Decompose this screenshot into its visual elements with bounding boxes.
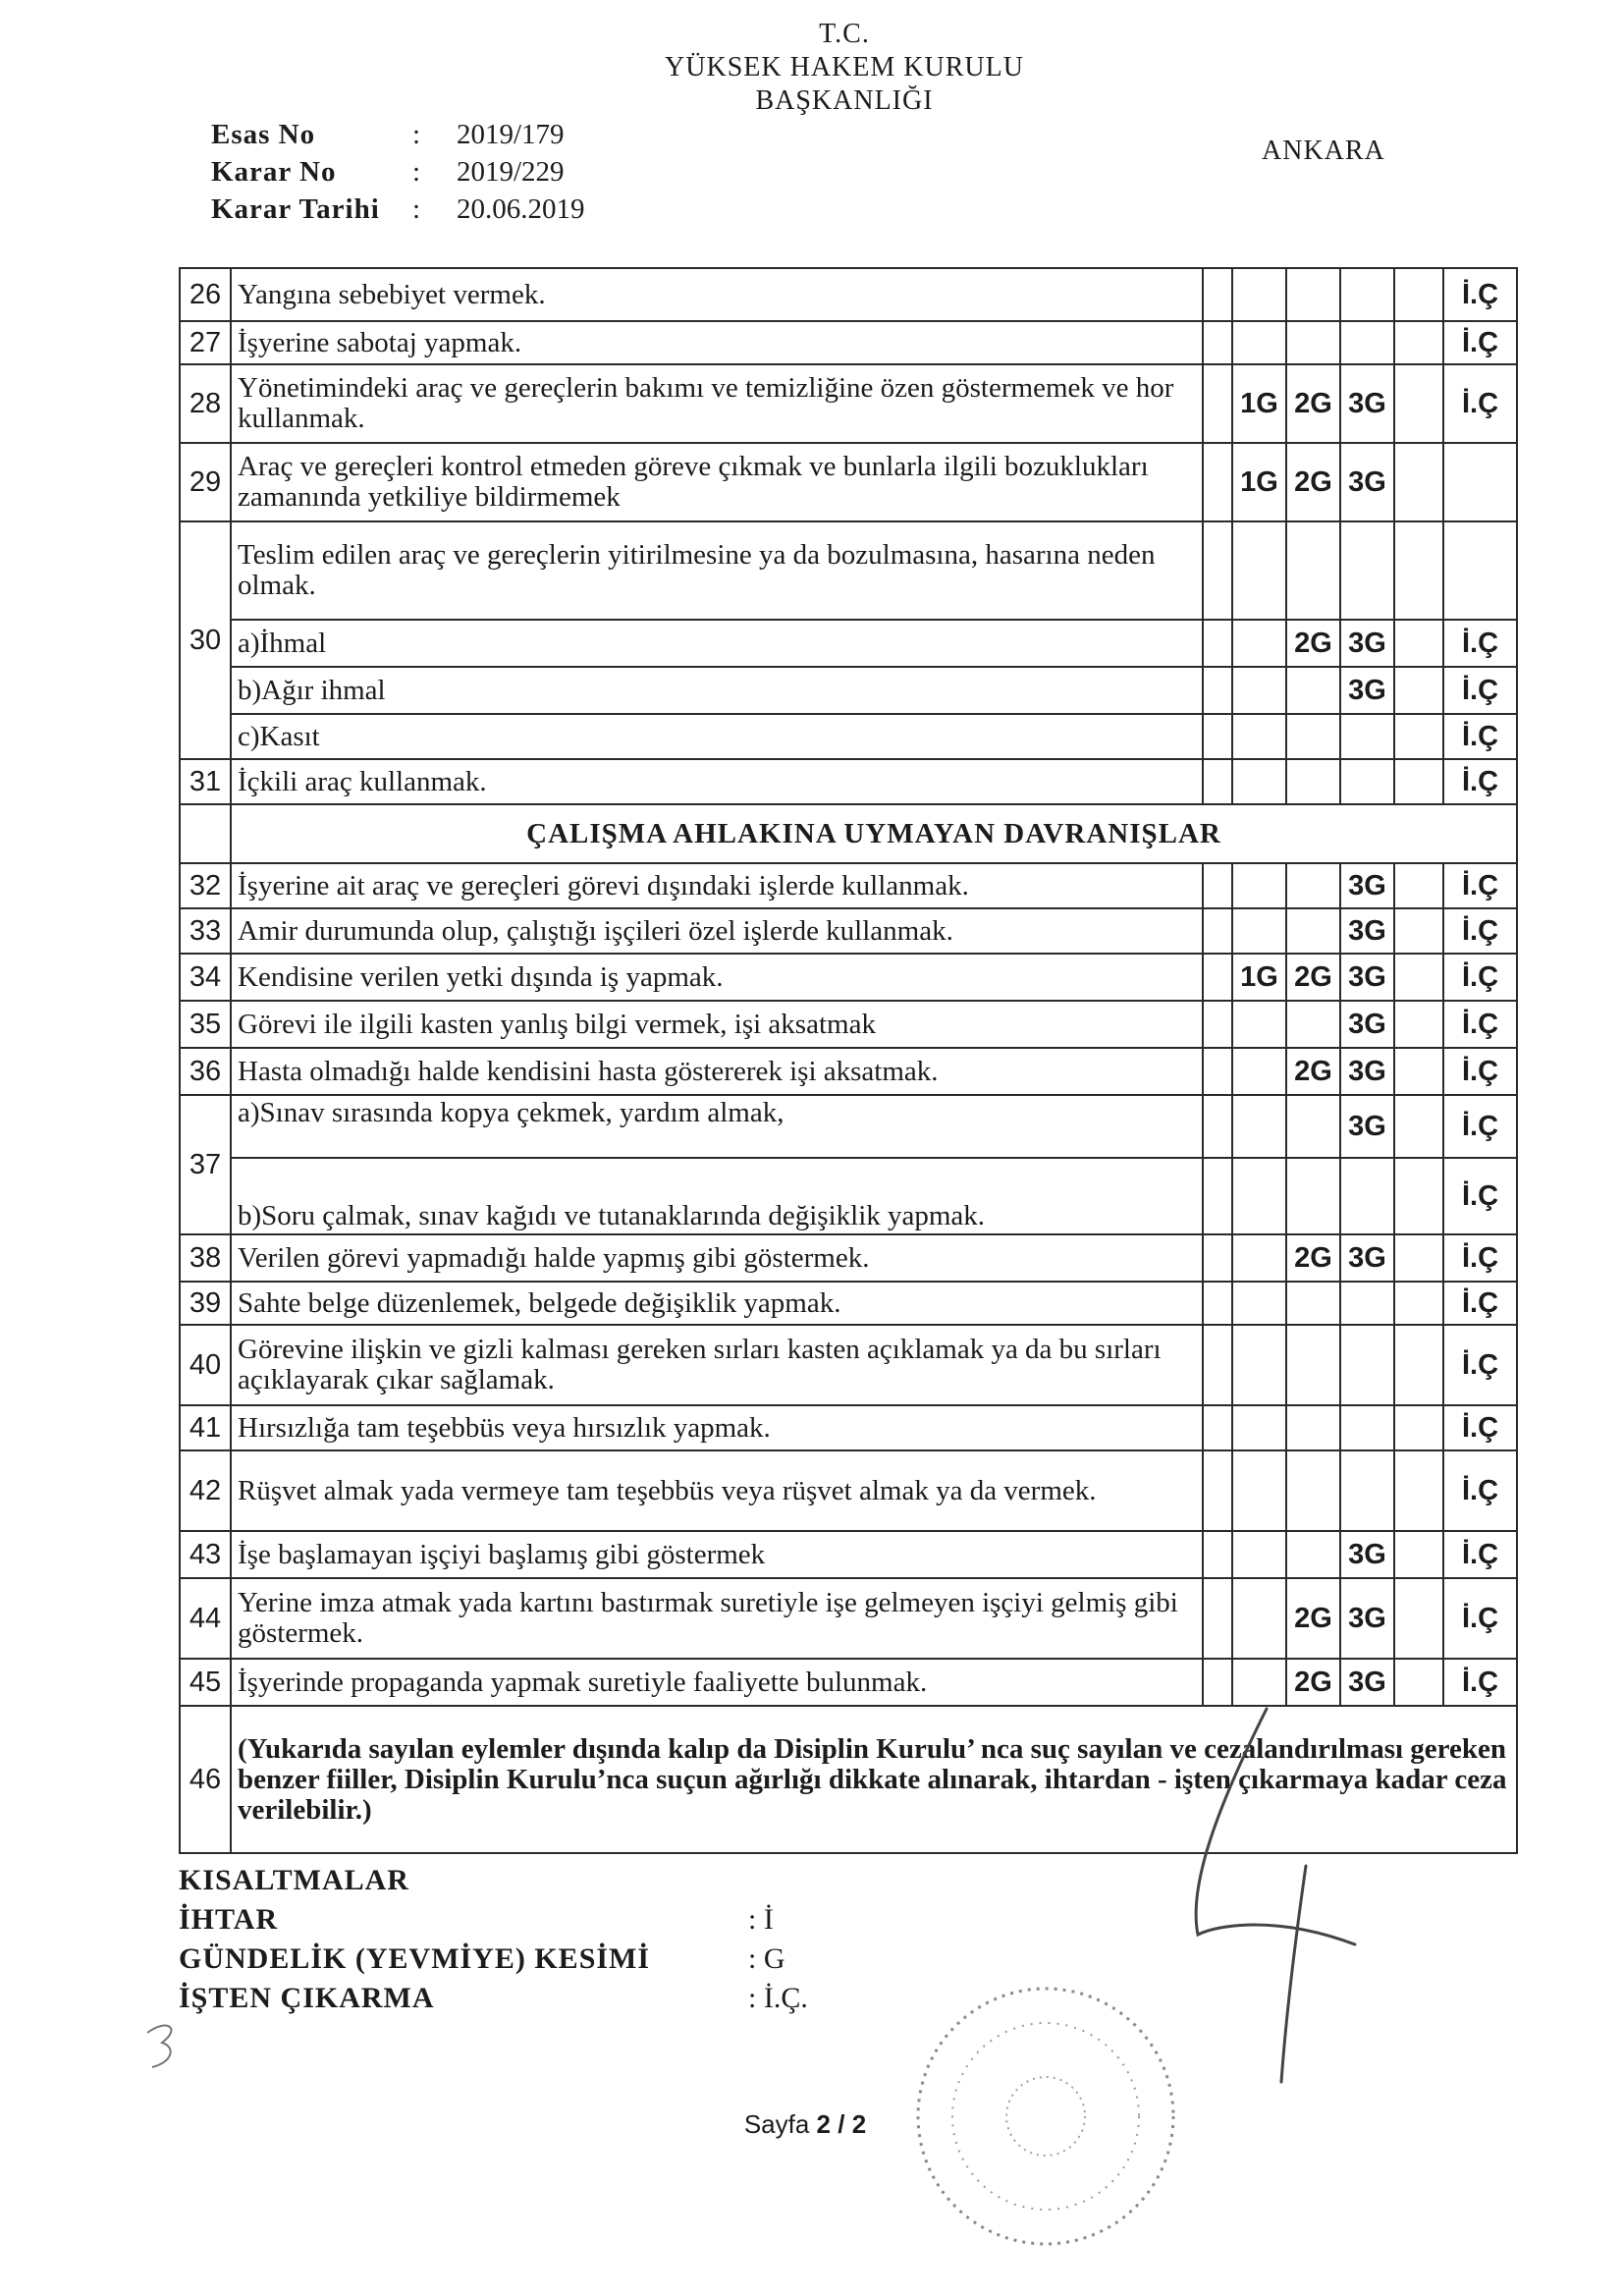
table-row [180,1001,1517,1048]
penalty-3g: 3G [1340,954,1394,1001]
dismissal-cell: İ.Ç [1443,620,1517,667]
blank-cell [1394,908,1443,954]
blank-cell [1203,1531,1232,1578]
row-number: 46 [180,1706,231,1853]
dismissal-cell: İ.Ç [1443,1659,1517,1706]
row-text: İşe başlamayan işçiyi başlamış gibi göstermek [231,1531,1203,1578]
blank-cell [1203,364,1232,443]
blank-cell [1286,714,1340,759]
page-number [687,2109,923,2140]
section-row [180,804,1517,863]
row-text: Hasta olmadığı halde kendisini hasta göstererek işi aksatmak. [231,1048,1203,1095]
table-row [180,1531,1517,1578]
dismissal-cell: İ.Ç [1443,1578,1517,1659]
row-number: 31 [180,759,231,804]
blank-cell [1394,667,1443,714]
blank-cell [1286,1282,1340,1325]
signature-icon [1159,1689,1375,2102]
row-text: Sahte belge düzenlemek, belgede değişiklik yapmak. [231,1282,1203,1325]
row-number: 38 [180,1234,231,1282]
penalty-3g: 3G [1340,1048,1394,1095]
row-number: 33 [180,908,231,954]
dismissal-cell: İ.Ç [1443,1234,1517,1282]
blank-cell [1203,863,1232,908]
blank-cell [1394,714,1443,759]
page-current: 2 [816,2109,832,2139]
dismissal-cell: İ.Ç [1443,1001,1517,1048]
dismissal-cell: İ.Ç [1443,667,1517,714]
penalty-3g: 3G [1340,863,1394,908]
abbreviation-label: GÜNDELİK (YEVMİYE) KESİMİ [179,1942,651,1975]
row-number: 29 [180,443,231,521]
blank-cell [1394,1405,1443,1450]
blank-cell [1286,1405,1340,1450]
row-text: Amir durumunda olup, çalıştığı işçileri özel işlerde kullanmak. [231,908,1203,954]
blank-cell [1394,321,1443,364]
blank-cell [1232,521,1286,620]
blank-cell [1394,1659,1443,1706]
institution-header [550,18,1139,118]
penalty-2g: 2G [1286,620,1340,667]
penalty-2g: 2G [1286,1578,1340,1659]
row-subitem: a)Sınav sırasında kopya çekmek, yardım almak, [231,1095,1203,1158]
blank-cell [1232,1158,1286,1234]
row-number: 36 [180,1048,231,1095]
penalty-3g: 3G [1340,667,1394,714]
blank-cell [1394,521,1443,620]
blank-cell [1286,908,1340,954]
section-heading: ÇALIŞMA AHLAKINA UYMAYAN DAVRANIŞLAR [231,804,1517,863]
table-row [180,954,1517,1001]
meta-value: 2019/229 [457,156,565,188]
blank-cell [1286,521,1340,620]
abbreviation-value: : İ [748,1903,774,1936]
page-sep: / [831,2109,852,2139]
blank-cell [1232,667,1286,714]
blank-cell [180,804,231,863]
penalty-1g: 1G [1232,364,1286,443]
blank-cell [1286,759,1340,804]
row-subitem: a)İhmal [231,620,1203,667]
dismissal-cell: İ.Ç [1443,714,1517,759]
penalty-2g: 2G [1286,1234,1340,1282]
dismissal-cell: İ.Ç [1443,908,1517,954]
row-number: 28 [180,364,231,443]
table-row [180,521,1517,620]
penalty-2g: 2G [1286,364,1340,443]
meta-sep: : [412,156,421,188]
row-text: Verilen görevi yapmadığı halde yapmış gibi göstermek. [231,1234,1203,1282]
table-row [180,1158,1517,1234]
row-number: 37 [180,1095,231,1234]
row-text: Rüşvet almak yada vermeye tam teşebbüs veya rüşvet almak ya da vermek. [231,1450,1203,1531]
blank-cell [1232,268,1286,321]
row-subitem: c)Kasıt [231,714,1203,759]
handwritten-mark-icon [137,2013,196,2072]
row-text: İşyerine sabotaj yapmak. [231,321,1203,364]
row-text: İçkili araç kullanmak. [231,759,1203,804]
penalty-3g: 3G [1340,620,1394,667]
row-text: Görevi ile ilgili kasten yanlış bilgi vermek, işi aksatmak [231,1001,1203,1048]
blank-cell [1232,1234,1286,1282]
blank-cell [1232,1282,1286,1325]
row-text: Araç ve gereçleri kontrol etmeden göreve çıkmak ve bunlarla ilgili bozuklukları zamanında yetkiliye bildirmemek [231,443,1203,521]
blank-cell [1203,443,1232,521]
table-row [180,1095,1517,1158]
abbreviation-values [748,1900,808,2018]
blank-cell [1286,268,1340,321]
row-text: Kendisine verilen yetki dışında iş yapmak. [231,954,1203,1001]
blank-cell [1203,714,1232,759]
blank-cell [1203,620,1232,667]
row-number: 45 [180,1659,231,1706]
dismissal-cell: İ.Ç [1443,1450,1517,1531]
meta-sep: : [412,193,421,225]
row-text: Yangına sebebiyet vermek. [231,268,1203,321]
blank-cell [1340,1282,1394,1325]
table-row [180,1325,1517,1405]
table-row [180,667,1517,714]
blank-cell [1394,1531,1443,1578]
blank-cell [1203,954,1232,1001]
row-subitem: b)Soru çalmak, sınav kağıdı ve tutanaklarında değişiklik yapmak. [231,1158,1203,1234]
blank-cell [1394,1158,1443,1234]
blank-cell [1286,667,1340,714]
row-number: 41 [180,1405,231,1450]
dismissal-cell: İ.Ç [1443,268,1517,321]
header-line-presidency: BAŞKANLIĞI [755,85,934,116]
blank-cell [1340,521,1394,620]
table-row [180,364,1517,443]
row-number: 32 [180,863,231,908]
blank-cell [1286,863,1340,908]
table-row [180,1234,1517,1282]
meta-value: 2019/179 [457,119,565,150]
blank-cell [1203,1158,1232,1234]
table-row [180,1048,1517,1095]
abbreviations-block [179,1861,650,2018]
blank-cell [1232,1325,1286,1405]
blank-cell [1232,1531,1286,1578]
blank-cell [1394,1234,1443,1282]
meta-row-tarih [211,191,585,228]
blank-cell [1394,620,1443,667]
row-number: 44 [180,1578,231,1659]
table-row [180,321,1517,364]
blank-cell [1286,1325,1340,1405]
dismissal-cell: İ.Ç [1443,1325,1517,1405]
blank-cell [1394,759,1443,804]
blank-cell [1443,521,1517,620]
blank-cell [1340,321,1394,364]
blank-cell [1203,1578,1232,1659]
blank-cell [1203,268,1232,321]
blank-cell [1203,667,1232,714]
blank-cell [1203,321,1232,364]
row-text: Teslim edilen araç ve gereçlerin yitirilmesine ya da bozulmasına, hasarına neden olmak. [231,521,1203,620]
penalty-3g: 3G [1340,443,1394,521]
dismissal-cell: İ.Ç [1443,1158,1517,1234]
penalty-3g: 3G [1340,1234,1394,1282]
dismissal-cell: İ.Ç [1443,1531,1517,1578]
dismissal-cell: İ.Ç [1443,1048,1517,1095]
row-text: Yerine imza atmak yada kartını bastırmak suretiyle işe gelmeyen işçiyi gelmiş gibi göstermek. [231,1578,1203,1659]
row-number: 34 [180,954,231,1001]
dismissal-cell: İ.Ç [1443,364,1517,443]
blank-cell [1203,759,1232,804]
blank-cell [1203,1325,1232,1405]
blank-cell [1443,443,1517,521]
table-row [180,759,1517,804]
table-row [180,863,1517,908]
blank-cell [1394,1048,1443,1095]
row-number: 40 [180,1325,231,1405]
row-number: 42 [180,1450,231,1531]
penalty-3g: 3G [1340,1578,1394,1659]
blank-cell [1394,1325,1443,1405]
table-row [180,714,1517,759]
blank-cell [1203,1001,1232,1048]
table-row [180,620,1517,667]
blank-cell [1340,1405,1394,1450]
blank-cell [1232,1450,1286,1531]
blank-cell [1232,714,1286,759]
blank-cell [1394,1095,1443,1158]
table-row [180,1282,1517,1325]
row-number: 30 [180,521,231,759]
blank-cell [1232,863,1286,908]
seal-stamp-icon [903,1974,1188,2259]
blank-cell [1394,364,1443,443]
table-row [180,268,1517,321]
table-row [180,1405,1517,1450]
penalty-2g: 2G [1286,1048,1340,1095]
blank-cell [1232,759,1286,804]
blank-cell [1340,714,1394,759]
abbreviation-value: : İ.Ç. [748,1982,808,2014]
penalty-1g: 1G [1232,954,1286,1001]
penalty-2g: 2G [1286,443,1340,521]
row-text: İşyerinde propaganda yapmak suretiyle faaliyette bulunmak. [231,1659,1203,1706]
meta-label: Karar No [211,156,337,188]
row-number: 35 [180,1001,231,1048]
abbreviation-value: : G [748,1942,785,1975]
row-subitem: b)Ağır ihmal [231,667,1203,714]
blank-cell [1203,1450,1232,1531]
blank-cell [1394,268,1443,321]
blank-cell [1340,1450,1394,1531]
blank-cell [1232,321,1286,364]
meta-label: Esas No [211,119,316,150]
discipline-table [179,267,1518,1854]
blank-cell [1286,321,1340,364]
row-text: Yönetimindeki araç ve gereçlerin bakımı ve temizliğine özen göstermemek ve hor kullanmak. [231,364,1203,443]
penalty-3g: 3G [1340,1095,1394,1158]
blank-cell [1203,1048,1232,1095]
blank-cell [1286,1531,1340,1578]
blank-cell [1286,1001,1340,1048]
meta-row-esas [211,116,585,153]
blank-cell [1203,1405,1232,1450]
blank-cell [1203,908,1232,954]
blank-cell [1232,1405,1286,1450]
penalty-1g: 1G [1232,443,1286,521]
dismissal-cell: İ.Ç [1443,1095,1517,1158]
dismissal-cell: İ.Ç [1443,321,1517,364]
penalty-3g: 3G [1340,364,1394,443]
dismissal-cell: İ.Ç [1443,759,1517,804]
blank-cell [1394,1282,1443,1325]
abbreviation-label: İŞTEN ÇIKARMA [179,1982,435,2014]
blank-cell [1203,521,1232,620]
penalty-3g: 3G [1340,1659,1394,1706]
page-total: 2 [851,2109,867,2139]
blank-cell [1232,1001,1286,1048]
blank-cell [1286,1450,1340,1531]
dismissal-cell: İ.Ç [1443,954,1517,1001]
abbreviations-title: KISALTMALAR [179,1864,409,1896]
table-row [180,1578,1517,1659]
abbreviation-label: İHTAR [179,1903,279,1936]
header-line-tc: T.C. [819,19,870,49]
city-label: ANKARA [1262,136,1385,166]
blank-cell [1394,954,1443,1001]
page-prefix: Sayfa [743,2109,817,2139]
blank-cell [1232,1048,1286,1095]
penalty-3g: 3G [1340,1001,1394,1048]
blank-cell [1394,863,1443,908]
blank-cell [1340,268,1394,321]
table-row [180,908,1517,954]
row-number: 39 [180,1282,231,1325]
meta-label: Karar Tarihi [211,193,380,225]
meta-sep: : [412,119,421,150]
blank-cell [1232,1578,1286,1659]
dismissal-cell: İ.Ç [1443,1405,1517,1450]
header-line-name: YÜKSEK HAKEM KURULU [665,52,1024,82]
penalty-3g: 3G [1340,1531,1394,1578]
penalty-2g: 2G [1286,954,1340,1001]
blank-cell [1203,1234,1232,1282]
blank-cell [1394,1001,1443,1048]
dismissal-cell: İ.Ç [1443,863,1517,908]
blank-cell [1340,759,1394,804]
row-text: Görevine ilişkin ve gizli kalması gereken sırları kasten açıklamak ya da bu sırları açıklayarak çıkar sağlamak. [231,1325,1203,1405]
table-row [180,1450,1517,1531]
meta-row-karar [211,153,585,191]
blank-cell [1340,1158,1394,1234]
case-meta [211,116,585,228]
row-text: İşyerine ait araç ve gereçleri görevi dışındaki işlerde kullanmak. [231,863,1203,908]
table-row [180,443,1517,521]
blank-cell [1232,908,1286,954]
penalty-2g: 2G [1286,1659,1340,1706]
blank-cell [1394,1450,1443,1531]
blank-cell [1394,1578,1443,1659]
blank-cell [1232,1095,1286,1158]
blank-cell [1203,1282,1232,1325]
penalty-3g: 3G [1340,908,1394,954]
row-text: Hırsızlığa tam teşebbüs veya hırsızlık yapmak. [231,1405,1203,1450]
blank-cell [1203,1095,1232,1158]
row-number: 26 [180,268,231,321]
closing-note: (Yukarıda sayılan eylemler dışında kalıp da Disiplin Kurulu’ nca suç sayılan ve cezalandırılması gereken benzer fiiller, Disiplin Kurulu’nca suçun ağırlığı dikkate alınarak, ihtardan - işten çıkarmaya kadar ceza verilebilir.) [231,1706,1517,1853]
meta-value: 20.06.2019 [457,193,585,225]
blank-cell [1340,1325,1394,1405]
blank-cell [1232,620,1286,667]
dismissal-cell: İ.Ç [1443,1282,1517,1325]
row-number: 43 [180,1531,231,1578]
blank-cell [1394,443,1443,521]
blank-cell [1286,1158,1340,1234]
blank-cell [1286,1095,1340,1158]
row-number: 27 [180,321,231,364]
